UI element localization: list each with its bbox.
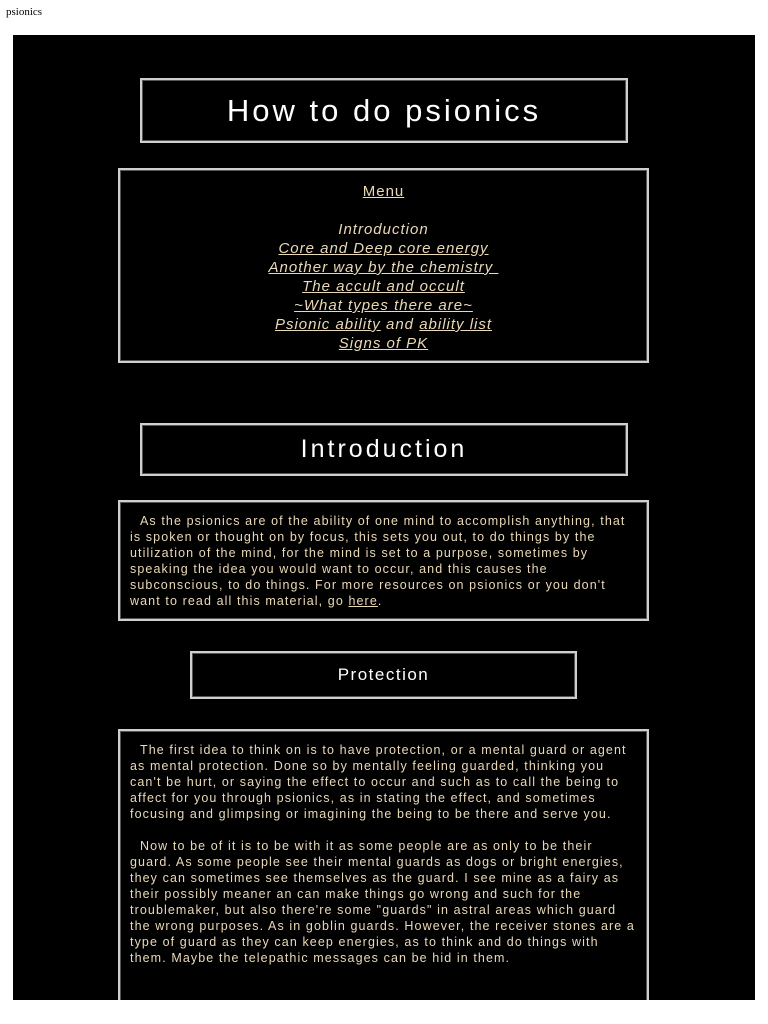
here-link[interactable]: here bbox=[348, 594, 378, 608]
introduction-text-frame bbox=[118, 500, 649, 621]
introduction-heading-frame bbox=[140, 423, 628, 476]
protection-paragraph-1: The first idea to think on is to have protection, or a mental guard or agent as mental protection. Done so by mentally feeling guarded, thinking you can't be hurt, or saying the effect to occur and such as to call the being to affect for you through psionics, as in stating the effect, and sometimes focusing and glimpsing or imagining the being to be there and serve you. bbox=[130, 743, 627, 821]
menu-link-signs-pk[interactable]: Signs of PK bbox=[338, 335, 429, 352]
menu-frame bbox=[118, 168, 649, 363]
title-frame bbox=[140, 78, 628, 143]
introduction-heading: Introduction bbox=[300, 435, 468, 463]
menu-joiner: and bbox=[380, 316, 420, 333]
introduction-end: . bbox=[377, 594, 383, 608]
menu-link-chemistry[interactable]: Another way by the chemistry bbox=[268, 259, 499, 276]
menu-link-psionic-ability[interactable]: Psionic ability bbox=[274, 316, 381, 333]
menu-link-core-energy[interactable]: Core and Deep core energy bbox=[278, 240, 489, 257]
menu-item-introduction: Introduction bbox=[338, 221, 429, 238]
page-content bbox=[13, 35, 755, 1000]
menu-list bbox=[120, 220, 647, 353]
menu-link[interactable]: Menu bbox=[362, 183, 405, 200]
protection-paragraph-2: Now to be of it is to be with it as some people are as only to be their guard. As some people see their mental guards as dogs or bright energies, they can sometimes see themselves as the guard. I see mine as a fairy as their possibly meaner an can make things go wrong and such for the troublemaker, but also there're some "guards" in astral areas which guard the wrong purposes. As in goblin guards. However, the receiver stones are a type of guard as they can keep energies, as to think and do things with them. Maybe the telepathic messages can be hid in them. bbox=[130, 839, 635, 965]
protection-heading: Protection bbox=[337, 665, 430, 684]
menu-link-ability-list[interactable]: ability list bbox=[419, 316, 493, 333]
introduction-text: As the psionics are of the ability of one mind to accomplish anything, that is spoken or thought on by focus, this sets you out, to do things by the utilization of the mind, for the mind is set to a purpose, sometimes by speaking the idea you would want to occur, and this causes the subconscious, to do things. For more resources on psionics or you don't want to read all this material, go bbox=[130, 514, 626, 608]
introduction-paragraph bbox=[130, 513, 637, 609]
menu-link-occult[interactable]: The accult and occult bbox=[302, 278, 465, 295]
menu-link-types[interactable]: ~What types there are~ bbox=[294, 297, 473, 314]
browser-tab-title: psionics bbox=[6, 6, 43, 18]
protection-text-frame bbox=[118, 729, 649, 1000]
protection-heading-frame bbox=[190, 651, 577, 699]
page-title: How to do psionics bbox=[226, 92, 542, 128]
